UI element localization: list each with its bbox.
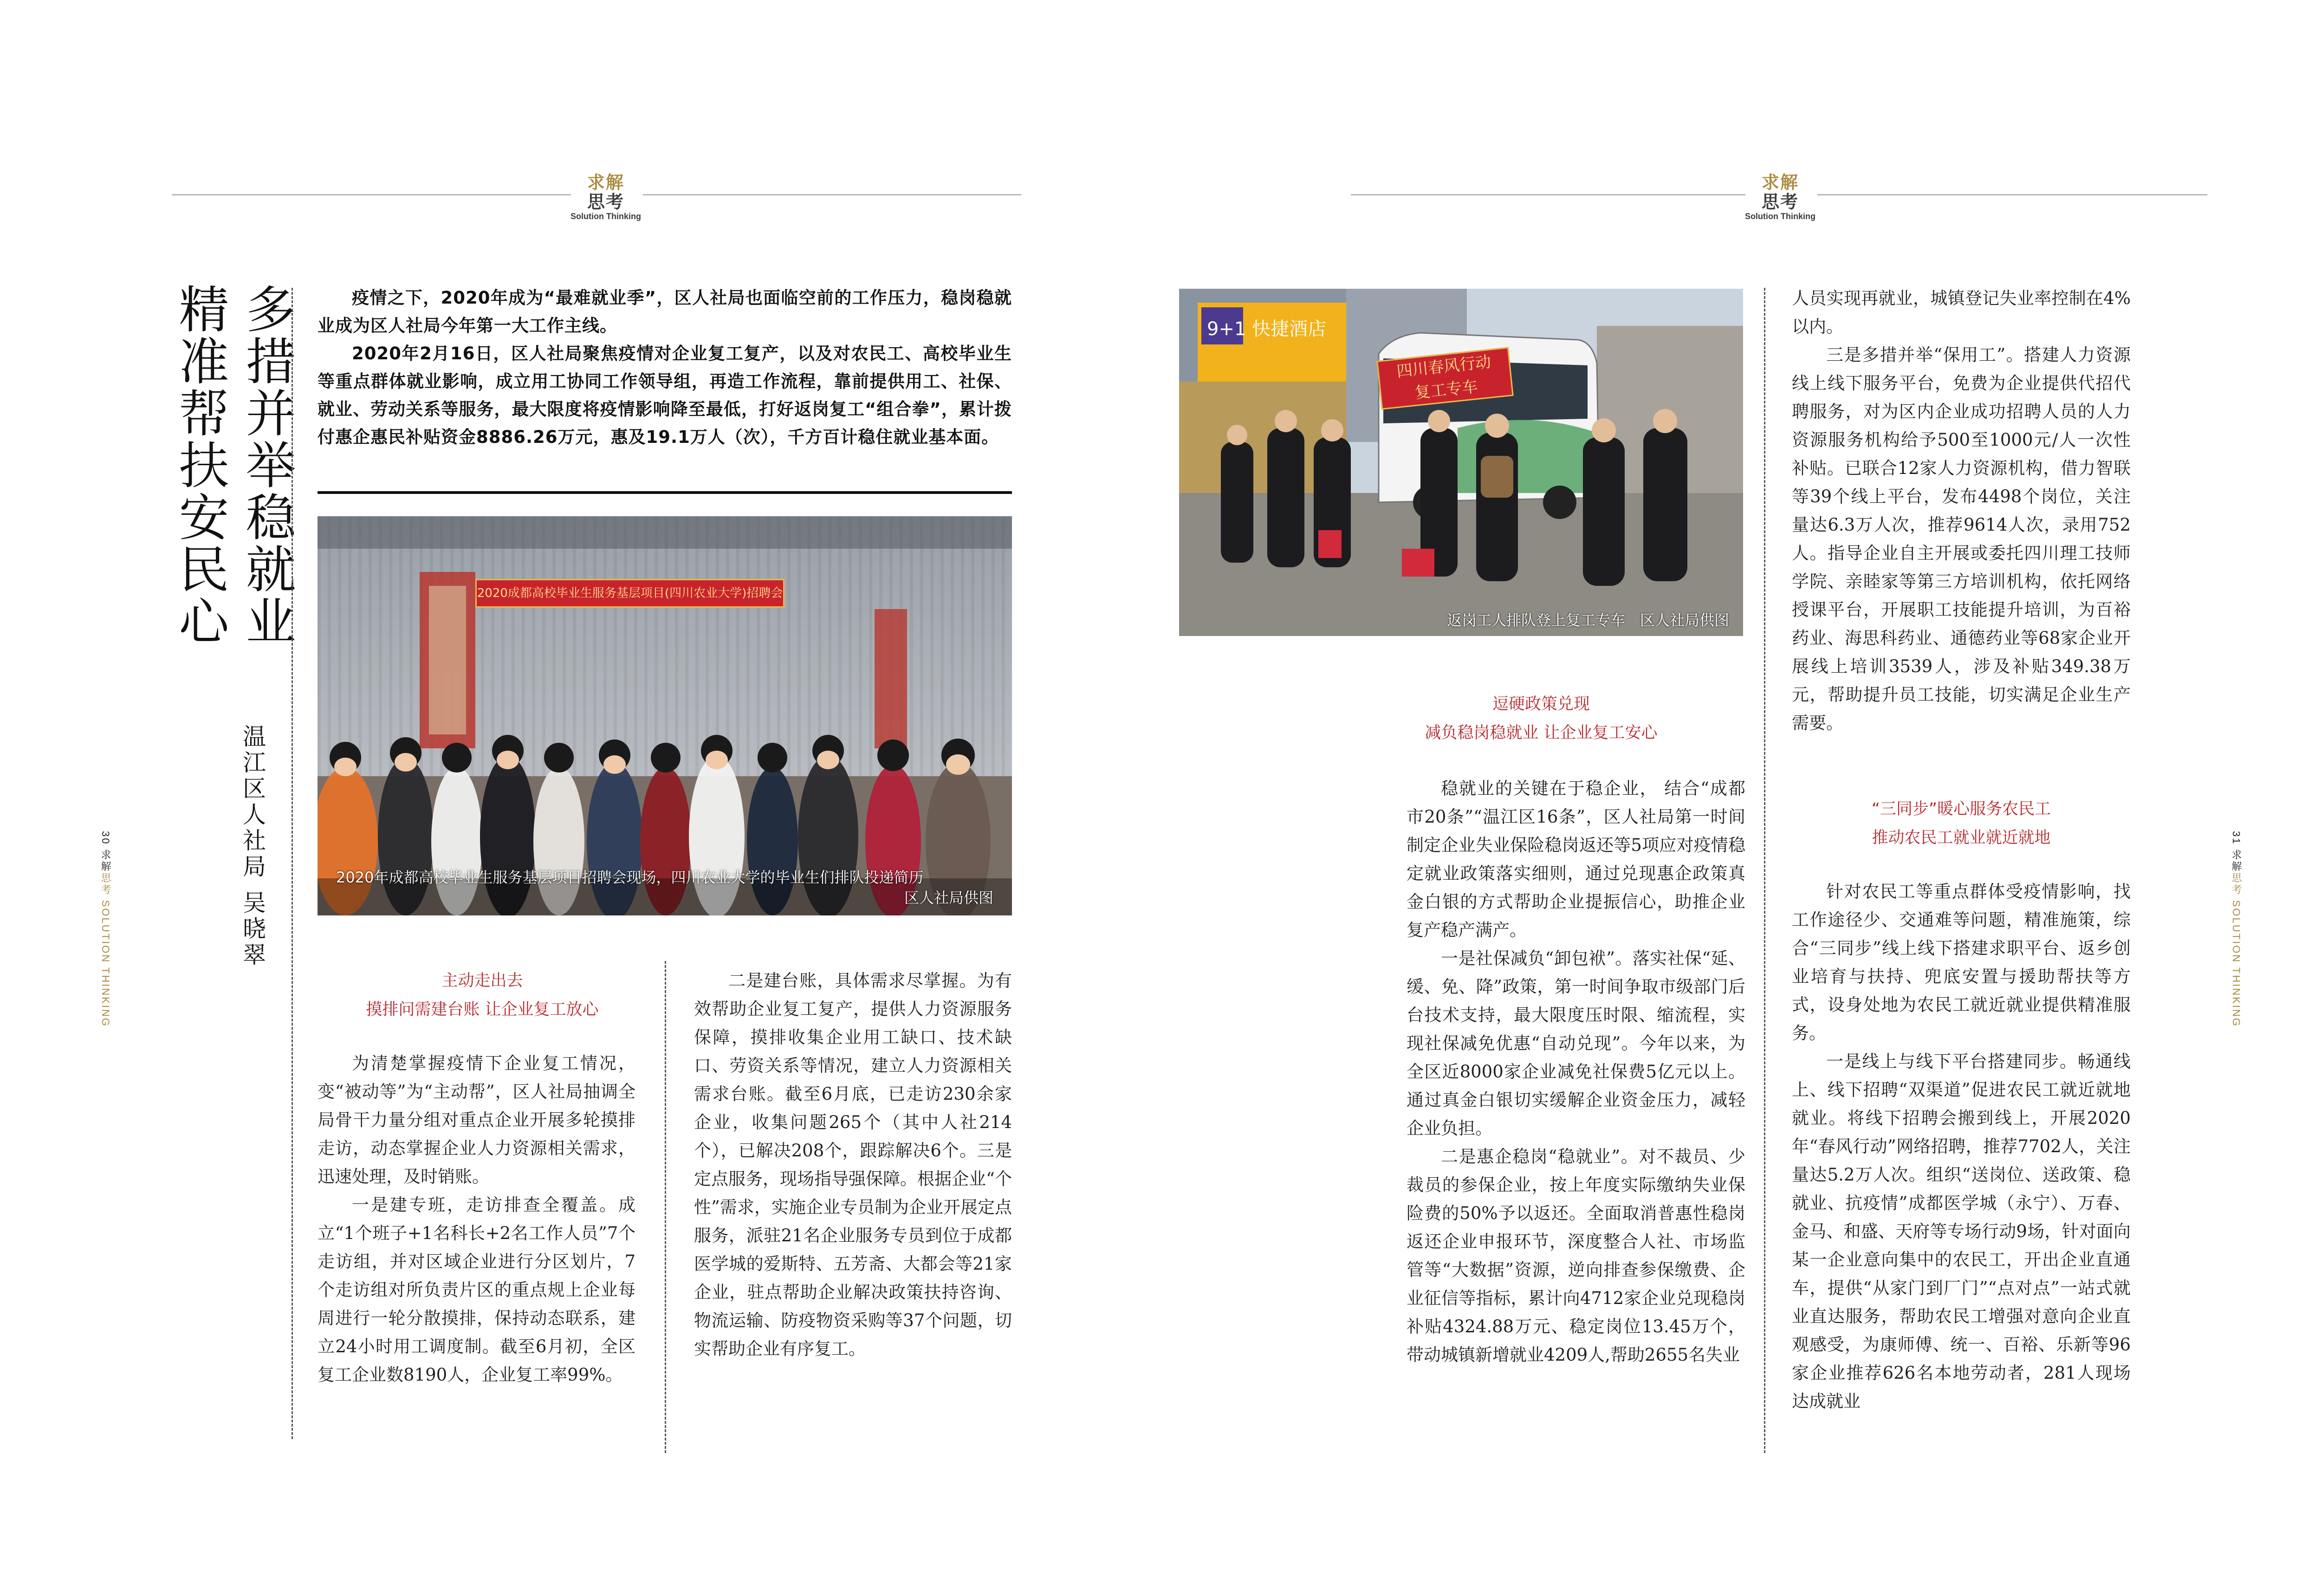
section-heading: [1792, 795, 2131, 852]
job-fair-photo: [318, 516, 1012, 915]
page-number-left: 30: [100, 831, 111, 845]
header-rule-right-a: [1351, 194, 1745, 195]
section-heading: [1374, 690, 1708, 747]
body-paragraph: 三是多措并举“保用工”。搭建人力资源线上线下服务平台，免费为企业提供代招代聘服务，对为区内企业成功招聘人员的人力资源服务机构给予500至1000元/人一次性补贴。已联合12家人力资源机构，借力智联等39个线上平台，发布4498个岗位，关注量达6.3万人次，推荐9614人次，录用752人。指导企业自主开展或委托四川理工技师学院、亲睦家等第三方培训机构，依托网络授课平台，开展职工技能提升培训，为百裕药业、海思科药业、通德药业等68家企业开展线上培训3539人，涉及补贴349.38万元，帮助提升员工技能，切实满足企业生产需要。: [1792, 345, 2131, 733]
side-en: SOLUTION THINKING: [2230, 900, 2242, 1028]
header-rule-left-b: [643, 194, 1021, 195]
body-column: [1792, 877, 2131, 1415]
header-rule-left-a: [172, 194, 571, 195]
column-divider: [665, 961, 666, 1453]
body-paragraph: 一是建专班，走访排查全覆盖。成立“1个班子+1名科长+2名工作人员”7个走访组，并对区域企业进行分区划片，7个走访组对所负责片区的重点规上企业每周进行一轮分散摸排，保持动态联系，建立24小时用工调度制。截至6月初，全区复工企业数8190人，企业复工率99%。: [318, 1195, 635, 1385]
brand-line1: 求解: [1761, 172, 1799, 193]
bus-photo: [1179, 289, 1743, 636]
lead-paragraph: 疫情之下，2020年成为“最难就业季”，区人社局也面临空前的工作压力，稳岗稳就业成为区人社局今年第一大工作主线。: [318, 288, 1012, 336]
hotel-sign: 9+1 快捷酒店: [1207, 318, 1327, 340]
bus-banner-line2: 复工专车: [1413, 377, 1479, 402]
page-number-right: 31: [2230, 831, 2242, 845]
header-rule-right-b: [1817, 194, 2207, 195]
body-column: [694, 967, 1012, 1363]
side-en: SOLUTION THINKING: [100, 900, 111, 1028]
body-paragraph: 针对农民工等重点群体受疫情影响，找工作途径少、交通难等问题，精准施策，综合“三同步”线上线下搭建求职平台、返乡创业培育与扶持、兜底安置与援助帮扶等方式，设身处地为农民工就近就业提供精准服务。: [1792, 882, 2131, 1043]
body-column: [318, 1049, 635, 1389]
bus-banner-line1: 四川春风行动: [1395, 352, 1492, 381]
brand-en: Solution Thinking: [1745, 212, 1815, 221]
brand-line2: 思考: [587, 192, 624, 212]
side-marker-right: [2229, 831, 2243, 1027]
section-heading-line1: 主动走出去: [441, 972, 523, 990]
title-line2: 精准帮扶安民心: [170, 283, 228, 647]
job-fair-illustration: [318, 516, 1012, 915]
job-fair-banner: 2020成都高校毕业生服务基层项目(四川农业大学)招聘会: [475, 579, 784, 608]
side-cn-b: 思考: [100, 872, 111, 896]
photo-caption: 返岗工人排队登上复工专车 区人社局供图: [1446, 611, 1729, 629]
title-line1: 多措并举稳就业: [237, 283, 295, 647]
body-paragraph: 稳就业的关键在于稳企业， 结合“成都市20条”“温江区16条”，区人社局第一时间制定企业失业保险稳岗返还等5项应对疫情稳定就业政策落实细则，通过兑现惠企政策真金白银的方式帮助企业提振信心，助推企业复产稳产满产。: [1407, 779, 1745, 940]
article-title: [172, 283, 293, 647]
side-cn-b: 思考: [2230, 872, 2242, 896]
section-heading-line1: 逗硬政策兑现: [1492, 695, 1590, 714]
photo-credit: 区人社局供图: [904, 889, 993, 907]
section-heading-line2: 减负稳岗稳就业 让企业复工安心: [1425, 724, 1658, 742]
article-lead: [318, 284, 1012, 451]
body-paragraph: 二是惠企稳岗“稳就业”。对不裁员、少裁员的参保企业，按上年度实际缴纳失业保险费的50%予以返还。全面取消普惠性稳岗返还企业申报环节，深度整合人社、市场监管等“大数据”资源，逆向排查参保缴费、企业征信等指标，累计向4712家企业兑现稳岗补贴4324.88万元、稳定岗位13.45万个，带动城镇新增就业4209人,帮助2655名失业: [1407, 1147, 1745, 1365]
section-heading: [318, 967, 647, 1024]
brand-en: Solution Thinking: [571, 212, 641, 221]
body-paragraph: 人员实现再就业，城镇登记失业率控制在4%以内。: [1792, 288, 2131, 337]
side-cn-a: 求解: [2230, 849, 2242, 873]
section-heading-line2: 推动农民工就业就近就地: [1872, 829, 2051, 847]
body-paragraph: 二是建台账，具体需求尽掌握。为有效帮助企业复工复产，提供人力资源服务保障，摸排收集企业用工缺口、技术缺口、劳资关系等情况，建立人力资源相关需求台账。截至6月底，已走访230余家企业，收集问题265个（其中人社214个），已解决208个，跟踪解决6个。三是定点服务，现场指导强保障。根据企业“个性”需求，实施企业专员制为企业开展定点服务，派驻21名企业服务专员到位于成都医学城的爱斯特、五芳斋、大都会等21家企业，驻点帮助企业解决政策扶持咨询、物流运输、防疫物资采购等37个问题，切实帮助企业有序复工。: [694, 971, 1012, 1359]
body-column: [1407, 774, 1745, 1369]
photo-caption: 2020年成都高校毕业生服务基层项目招聘会现场，四川农业大学的毕业生们排队投递简历: [336, 869, 924, 886]
body-paragraph: 一是线上与线下平台搭建同步。畅通线上、线下招聘“双渠道”促进农民工就近就地就业。将线下招聘会搬到线上，开展2020年“春风行动”网络招聘，推荐7702人，关注量达5.2万人次。组织“送岗位、送政策、稳就业、抗疫情”成都医学城（永宁）、万春、金马、和盛、天府等专场行动9场，针对面向某一企业意向集中的农民工，开出企业直通车，提供“从家门到厂门”“点对点”一站式就业直达服务，帮助农民工增强对意向企业直观感受，为康师傅、统一、百裕、乐新等96家企业推荐626名本地劳动者，281人现场达成就业: [1792, 1051, 2131, 1411]
brand-logo-right: [1734, 173, 1827, 221]
side-cn-a: 求解: [100, 849, 111, 873]
lead-rule: [318, 491, 1012, 494]
column-divider: [1764, 288, 1765, 1453]
article-byline: 温江区人社局 吴晓翠: [239, 724, 266, 968]
bus-illustration: [1179, 289, 1743, 636]
brand-line1: 求解: [587, 172, 624, 193]
section-heading-line2: 摸排问需建台账 让企业复工放心: [366, 1000, 599, 1019]
lead-paragraph: 2020年2月16日，区人社局聚焦疫情对企业复工复产，以及对农民工、高校毕业生等重点群体就业影响，成立用工协同工作领导组，再造工作流程，靠前提供用工、社保、就业、劳动关系等服务，最大限度将疫情影响降至最低，打好返岗复工“组合拳”，累计拨付惠企惠民补贴资金8886.26万元，惠及19.1万人（次），千方百计稳住就业基本面。: [318, 344, 1012, 447]
brand-line2: 思考: [1761, 192, 1799, 212]
body-paragraph: 一是社保减负“卸包袱”。落实社保“延、缓、免、降”政策，第一时间争取市级部门后台技术支持，最大限度压时限、缩流程，实现社保减免优惠“自动兑现”。今年以来，为全区近8000家企业减免社保费5亿元以上。通过真金白银切实缓解企业资金压力，减轻企业负担。: [1407, 948, 1745, 1138]
column-divider: [292, 288, 293, 1439]
side-marker-left: [98, 831, 113, 1027]
body-column: [1792, 284, 2131, 737]
brand-logo-left: [559, 173, 652, 221]
body-paragraph: 为清楚掌握疫情下企业复工情况，变“被动等”为“主动帮”，区人社局抽调全局骨干力量分组对重点企业开展多轮摸排走访，动态掌握企业人力资源相关需求，迅速处理，及时销账。: [318, 1053, 635, 1187]
section-heading-line1: “三同步”暖心服务农民工: [1871, 800, 2051, 818]
